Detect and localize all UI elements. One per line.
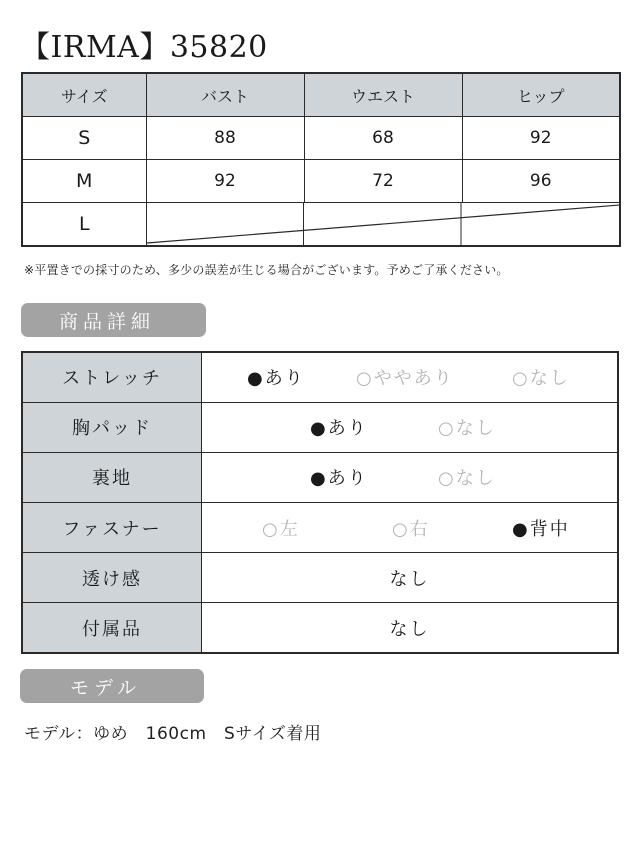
- bust-cell: 92: [146, 160, 304, 203]
- lining-label: 裏地: [22, 452, 202, 502]
- size-cell: L: [22, 203, 146, 247]
- zipper-label: ファスナー: [22, 502, 202, 552]
- stretch-label: ストレッチ: [22, 352, 202, 402]
- size-row-s: [22, 117, 620, 160]
- pad-option-yes: ●あり: [310, 418, 368, 440]
- hip-cell: 96: [462, 160, 620, 203]
- pad-label: 胸パッド: [22, 402, 202, 452]
- stretch-option-yes: ●あり: [247, 368, 305, 390]
- waist-cell: 68: [304, 117, 462, 160]
- unavailable-cells: [146, 203, 620, 247]
- lining-option-no: ○なし: [438, 468, 496, 490]
- header-size: サイズ: [22, 73, 146, 117]
- size-row-l: [22, 203, 620, 247]
- detail-row-pad: [22, 402, 618, 452]
- detail-row-stretch: [22, 352, 618, 402]
- size-table: [21, 72, 621, 247]
- hip-cell: 92: [462, 117, 620, 160]
- sheer-value: なし: [202, 553, 619, 603]
- measurement-note: ※平置きでの採寸のため、多少の誤差が生じる場合がございます。予めご了承ください。: [24, 263, 509, 277]
- header-hip: ヒップ: [462, 73, 620, 117]
- details-section-label: 商品詳細: [21, 303, 206, 337]
- zipper-option-right: ○右: [392, 518, 430, 540]
- size-cell: S: [22, 117, 146, 160]
- sheer-label: 透け感: [22, 553, 202, 603]
- unavailable-diagonal-line: [147, 203, 620, 245]
- pad-option-no: ○なし: [438, 418, 496, 440]
- model-info: モデル：ゆめ 160cm Sサイズ着用: [24, 724, 322, 744]
- model-section-label: モデル: [20, 669, 204, 703]
- detail-row-accessories: [22, 603, 618, 653]
- size-row-m: [22, 160, 620, 203]
- header-waist: ウエスト: [304, 73, 462, 117]
- stretch-option-no: ○なし: [512, 368, 570, 390]
- accessories-label: 付属品: [22, 603, 202, 653]
- size-table-header-row: [22, 73, 620, 117]
- detail-row-lining: [22, 452, 618, 502]
- detail-row-sheer: [22, 553, 618, 603]
- bust-cell: 88: [146, 117, 304, 160]
- lining-option-yes: ●あり: [310, 468, 368, 490]
- zipper-option-back: ●背中: [512, 518, 570, 540]
- accessories-value: なし: [202, 603, 619, 653]
- waist-cell: 72: [304, 160, 462, 203]
- page-title: 【IRMA】35820: [20, 30, 268, 65]
- details-table: [21, 351, 619, 654]
- stretch-option-somewhat: ○ややあり: [356, 368, 454, 390]
- header-bust: バスト: [146, 73, 304, 117]
- detail-row-zipper: [22, 502, 618, 552]
- zipper-option-left: ○左: [262, 518, 300, 540]
- size-cell: M: [22, 160, 146, 203]
